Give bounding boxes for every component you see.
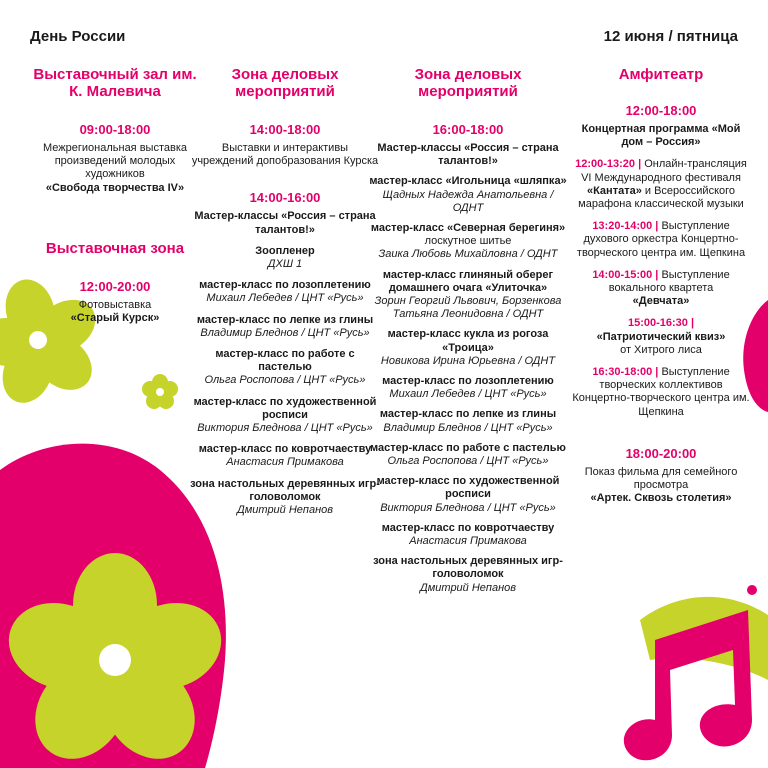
- flower-icon: [142, 374, 178, 409]
- event-title: «Свобода творчества IV»: [45, 181, 185, 194]
- event-item: [571, 123, 751, 149]
- time-slot: 14:00-16:00: [249, 190, 321, 206]
- event-host: Заика Любовь Михайловна / ОДНТ: [378, 248, 558, 261]
- event-title: мастер-класс по ковротчаеству: [198, 443, 372, 456]
- event-text: Межрегиональная выставка произведений молодых художников: [43, 142, 187, 181]
- event-item: [368, 475, 568, 515]
- event-title: Зоопленер: [255, 244, 315, 257]
- event-title: мастер-класс кукла из рогоза «Троица»: [387, 328, 549, 354]
- event-title: «Кантата»: [586, 184, 642, 197]
- event-title: мастер-класс по лозоплетению: [199, 279, 371, 292]
- event-title: зона настольных деревянных игр-головоломок: [373, 555, 563, 581]
- event-host: Щадных Надежда Анатольевна / ОДНТ: [382, 188, 554, 214]
- event-item: [368, 269, 568, 322]
- event-host: Зорин Георгий Львович, Борзенкова Татьяна Леонидовна / ОДНТ: [374, 295, 562, 321]
- time-slot: 18:00-20:00: [625, 445, 697, 461]
- event-title: мастер-класс «Северная берегиня»: [370, 222, 566, 235]
- time-slot: 16:00-18:00: [432, 122, 504, 137]
- event-text: от Хитрого лиса: [620, 343, 702, 356]
- event-text: Показ фильма для семейного просмотра: [584, 465, 738, 492]
- page-header-date: 12 июня / пятница: [603, 28, 738, 45]
- event-title: «Старый Курск»: [70, 312, 160, 325]
- event-time: 15:00-16:30 |: [627, 317, 695, 330]
- event-host: Виктория Бледнова / ЦНТ «Русь»: [380, 501, 556, 514]
- event-host: ДХШ 1: [267, 258, 303, 271]
- event-item: [190, 279, 380, 305]
- magenta-dot: [747, 585, 757, 595]
- event-text: Выступление духового оркестра Концертно-творческого центра им. Щепкина: [576, 220, 746, 259]
- event-item: [190, 314, 380, 340]
- time-slot: 14:00-18:00: [249, 122, 321, 137]
- event-time: 13:20-14:00 |: [592, 220, 659, 233]
- event-text: и Всероссийского марафона классической музыки: [578, 184, 744, 211]
- page-header-title: День России: [30, 28, 126, 45]
- event-item: [368, 555, 568, 595]
- event-item: [368, 375, 568, 401]
- event-item: [190, 443, 380, 469]
- event-item: [571, 220, 751, 260]
- event-text: Фотовыставка: [78, 298, 152, 311]
- event-title: «Артек. Сквозь столетия»: [590, 492, 732, 505]
- event-item: [190, 245, 380, 271]
- venue-title: Зона деловых мероприятий: [231, 66, 339, 100]
- event-text: Онлайн-трансляция VI Международного фестиваля: [581, 158, 747, 184]
- event-title: мастер-класс по художественной росписи: [193, 395, 377, 421]
- venue-title: Амфитеатр: [618, 66, 704, 83]
- event-host: Анастасия Примакова: [226, 456, 344, 469]
- event-title: «Патриотический квиз»: [596, 330, 726, 343]
- event-item: [190, 210, 380, 236]
- event-title: мастер-класс по лепке из глины: [196, 313, 374, 326]
- event-item: [190, 396, 380, 436]
- event-title: мастер-класс глиняный оберег домашнего очага «Улиточка»: [382, 268, 554, 294]
- event-title: мастер-класс по художественной росписи: [376, 475, 560, 501]
- column-business-zone-2: [368, 66, 568, 602]
- event-title: мастер-класс по работе с пастелью: [370, 441, 566, 454]
- event-item: [571, 466, 751, 506]
- event-title: мастер-класс по работе с пастелью: [215, 348, 355, 374]
- event-item: [25, 299, 205, 325]
- event-host: Новикова Ирина Юрьевна / ОДНТ: [380, 354, 556, 367]
- event-item: [368, 328, 568, 368]
- event-time: 12:00-13:20 |: [575, 158, 642, 171]
- event-item: [368, 408, 568, 434]
- event-item: [571, 366, 751, 419]
- event-title: мастер-класс по ковротчаеству: [381, 521, 555, 534]
- event-item: [190, 348, 380, 388]
- event-item: [368, 175, 568, 215]
- music-note-icon: [624, 610, 752, 760]
- event-host: Владимир Бледнов / ЦНТ «Русь»: [200, 326, 370, 339]
- event-item: [368, 142, 568, 168]
- event-title: мастер-класс «Игольница «шляпка»: [369, 175, 567, 188]
- column-exhibition: [25, 66, 205, 334]
- event-host: Михаил Лебедев / ЦНТ «Русь»: [389, 388, 547, 401]
- time-slot: 12:00-18:00: [625, 103, 697, 118]
- event-time: 16:30-18:00 |: [592, 366, 659, 379]
- event-text: Выступление вокального квартета: [608, 268, 730, 295]
- event-title: Концертная программа «Мой дом – Россия»: [581, 123, 741, 149]
- event-host: Дмитрий Непанов: [420, 581, 516, 594]
- event-item: [368, 442, 568, 468]
- venue-title: Выставочный зал им. К. Малевича: [33, 66, 197, 100]
- event-host: Ольга Роспопова / ЦНТ «Русь»: [204, 374, 366, 387]
- column-amphitheater: [571, 66, 751, 514]
- venue-title: Выставочная зона: [45, 239, 185, 257]
- event-item: [368, 222, 568, 262]
- event-title: мастер-класс по лозоплетению: [382, 375, 554, 388]
- event-host: Анастасия Примакова: [409, 535, 527, 548]
- event-item: [571, 158, 751, 211]
- event-item: Выставки и интерактивы учреждений допобразования Курска: [191, 142, 379, 168]
- event-host: Ольга Роспопова / ЦНТ «Русь»: [387, 455, 549, 468]
- event-title: «Девчата»: [632, 295, 690, 308]
- event-item: [25, 142, 205, 195]
- event-title: Мастер-классы «Россия – страна талантов!»: [377, 142, 559, 168]
- event-host: Дмитрий Непанов: [237, 504, 333, 517]
- event-host: Михаил Лебедев / ЦНТ «Русь»: [206, 292, 364, 305]
- event-item: [571, 269, 751, 309]
- time-slot: 09:00-18:00: [79, 122, 151, 137]
- event-text: Выступление творческих коллективов Концертно-творческого центра им. Щепкина: [572, 366, 750, 418]
- event-title: зона настольных деревянных игр-головоломок: [190, 477, 380, 503]
- event-time: 14:00-15:00 |: [592, 268, 659, 281]
- event-host: Владимир Бледнов / ЦНТ «Русь»: [383, 421, 553, 434]
- column-business-zone-1: [190, 66, 380, 525]
- venue-title: Зона деловых мероприятий: [414, 66, 522, 100]
- event-text: лоскутное шитье: [424, 235, 512, 248]
- event-item: [571, 317, 751, 357]
- time-slot: 12:00-20:00: [79, 278, 151, 294]
- event-item: [368, 522, 568, 548]
- event-title: мастер-класс по лепке из глины: [379, 408, 557, 421]
- event-item: [190, 478, 380, 518]
- event-host: Виктория Бледнова / ЦНТ «Русь»: [197, 422, 373, 435]
- event-title: Мастер-классы «Россия – страна талантов!»: [194, 210, 376, 236]
